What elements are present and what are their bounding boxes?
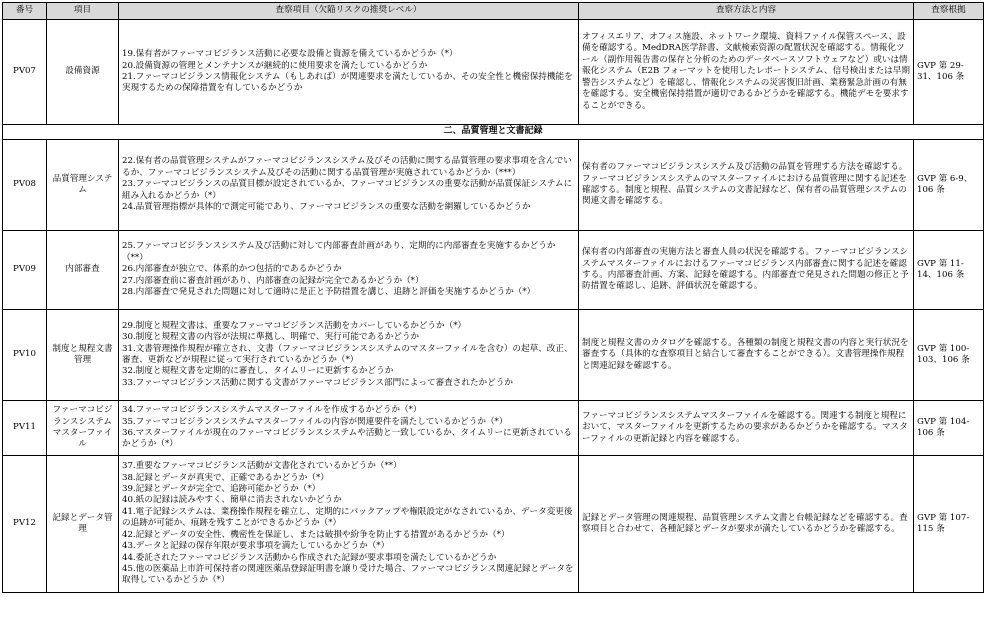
row-checks	[119, 401, 579, 456]
header-check-items: 査察項目（欠陥リスクの推奨レベル）	[119, 3, 579, 20]
inspection-table	[2, 2, 984, 593]
check-item: 26.内部審査が独立で、体系的かつ包括的であるかどうか	[122, 264, 342, 275]
table-row	[3, 20, 984, 125]
row-basis: GVP 第 100-103、106 条	[914, 310, 984, 401]
method-text: 保有者の内部審査の実施方法と審査人員の状況を確認する。ファーマコビジランスシステムマスターファイルにおけるファーマコビジランス内部審査に関する記述を確認する。内部審査計画、方案、記録を確認する。内部審査で発見された問題の修正と予防措置を確認し、追跡、評価状況を確認する。	[582, 247, 909, 292]
check-item: 25.ファーマコビジランスシステム及び活動に対して内部審査計画があり、定期的に内部審査を実施するかどうか（**）	[122, 241, 556, 263]
header-item: 項目	[47, 3, 119, 20]
check-item: 37.重要なファーマコビジランス活動が文書化されているかどうか（**）	[122, 461, 402, 472]
header-row	[3, 3, 984, 20]
check-item: 33.ファーマコビジランス活動に関する文書がファーマコビジランス部門によって審査されたかどうか	[122, 377, 513, 388]
row-basis: GVP 第 29-31、106 条	[914, 20, 984, 125]
header-basis: 査察根拠	[914, 3, 984, 20]
check-item: 40.紙の記録は読みやすく、簡単に消去されないかどうか	[122, 495, 342, 506]
check-item: 20.設備資源の管理とメンテナンスが継続的に使用要求を満たしているかどうか	[122, 60, 428, 71]
row-item: 設備資源	[47, 20, 119, 125]
check-item: 34.ファーマコビジランスシステムマスターファイルを作成するかどうか（*）	[122, 405, 422, 416]
header-method: 査察方法と内容	[579, 3, 914, 20]
check-item: 27.内部審査前に審査計画があり、内部審査の記録が完全であるかどうか（*）	[122, 275, 424, 286]
section-row	[3, 125, 984, 140]
table-row	[3, 310, 984, 401]
row-method	[579, 231, 914, 310]
row-basis: GVP 第 6-9、106 条	[914, 140, 984, 231]
table-row	[3, 231, 984, 310]
row-no: PV09	[3, 231, 47, 310]
row-no: PV10	[3, 310, 47, 401]
row-method	[579, 20, 914, 125]
check-item: 45.他の医薬品上市許可保持者の関連医薬品登録証明書を譲り受けた場合、ファーマコビジランス関連記録とデータを取得しているかどうか（*）	[122, 563, 574, 586]
row-no: PV07	[3, 20, 47, 125]
method-text: オフィスエリア、オフィス施設、ネットワーク環境、資料ファイル保管スペース、設備を確認する。MedDRA医学辞書、文献検索资源の配置状況を確認する。情報化ツール（副作用報告書の保存と分析のためのデータベースソフトウェアなど）或いは情報化システム（E2B フォーマットを使用したレポートシステム、信号検出または早期警告システムなど）を確認し、情報化システムの災害復旧計画、業務緊急計画の有無を確認する。安全機密保持措置が適切であるかどうかを確認する。機能デモを要求することができる。	[582, 32, 910, 111]
check-item: 44.委託されたファーマコビジランス活動から作成された記録が要求事項を満たしているかどうか	[122, 552, 497, 563]
check-item: 29.制度と規程文書は、重要なファーマコビジランス活動をカバーしているかどうか（*）	[122, 320, 467, 331]
method-text: 保有者のファーマコビジランスシステム及び活動の品質を管理する方法を確認する。ファーマコビジランスシステムのマスターファイルにおける品質管理に関する記述を確認する。制度と規程、品質システムの文書記録など、保有者の品質管理システムの関連文書を確認する。	[582, 162, 908, 207]
row-method	[579, 140, 914, 231]
section-title: 二、品質管理と文書記録	[3, 125, 984, 140]
table-row	[3, 456, 984, 593]
row-item: 内部審査	[47, 231, 119, 310]
check-item: 38.記録とデータが真実で、正確であるかどうか（*）	[122, 472, 329, 483]
check-item: 22.保有者の品質管理システムがファーマコビジランスシステム及びその活動に関する品質管理の要求事項を含んでいるか、ファーマコビジランスシステム及びその活動に関する品質管理が実施されているかどうか（***）	[122, 156, 572, 178]
method-text: 記録とデータ管理の関連規程、品質管理システム文書と台帳記録などを確認する。査察項目と合わせて、各種記録とデータが要求が満たしているかどうかを確認する。	[582, 512, 908, 534]
row-method	[579, 456, 914, 593]
row-item: 品質管理システム	[47, 140, 119, 231]
row-basis: GVP 第 107-115 条	[914, 456, 984, 593]
table-row	[3, 140, 984, 231]
row-item: 記録とデータ管理	[47, 456, 119, 593]
check-item: 21.ファーマコビジランス情報化システム（もしあれば）が関連要求を満たしているか、その安全性と機密保持機能を実現するための保障措置を有しているかどうか	[122, 72, 573, 94]
row-checks	[119, 231, 579, 310]
row-checks	[119, 140, 579, 231]
check-item: 36.マスターファイルが現在のファーマコビジランスシステムや活動と一致しているか、タイムリーに更新されているかどうか（*）	[122, 428, 572, 450]
header-no: 番号	[3, 3, 47, 20]
row-basis: GVP 第 11-14、106 条	[914, 231, 984, 310]
check-item: 35.ファーマコビジランスシステムマスターファイルの内容が関連要件を満たしているかどうか（*）	[122, 416, 508, 427]
check-item: 39.記録とデータが完全で、追跡可能かどうか（*）	[122, 484, 321, 495]
row-checks	[119, 20, 579, 125]
check-item: 43.データと記録の保存年限が要求事項を満たしているかどうか（*）	[122, 541, 390, 552]
row-method	[579, 310, 914, 401]
method-text: ファーマコビジランスシステムマスターファイルを確認する。関連する制度と規程において、マスターファイルを更新するための要求があるかどうかを確認する。マスターファイルの更新記録と内容を確認する。	[582, 410, 908, 444]
method-text: 制度と規程文書のカタログを確認する。各種類の制度と規程文書の内容と実行状況を審査する（具体的な査察項目と結合して審査することができる）。文書管理操作規程と関連記録を確認する。	[582, 337, 909, 371]
row-checks	[119, 310, 579, 401]
row-no: PV08	[3, 140, 47, 231]
check-item: 24.品質管理指標が具体的で測定可能であり、ファーマコビジランスの重要な活動を網羅しているかどうか	[122, 202, 531, 213]
check-item: 30.制度と規程文書の内容が法規に準拠し、明確で、実行可能であるかどうか	[122, 332, 420, 343]
check-item: 32.制度と規程文書を定期的に審査し、タイムリーに更新するかどうか	[122, 366, 394, 377]
row-item: ファーマコビジランスシステムマスターファイル	[47, 401, 119, 456]
check-item: 23.ファーマコビジランスの品質目標が設定されているか、ファーマコビジランスの重要な活動が品質保証システムに組み入れるかどうか（*）	[122, 179, 573, 201]
check-item: 42.記録とデータの安全性、機密性を保証し、または破損や紛争を防止する措置があるかどうか（*）	[122, 529, 510, 540]
row-method	[579, 401, 914, 456]
row-checks	[119, 456, 579, 593]
table-row	[3, 401, 984, 456]
check-item: 31.文書管理操作規程が確立され、文書（ファーマコビジランスシステムのマスターファイルを含む）の起草、改正、審査、更新などが規程に従って実行されているかどうか（*）	[122, 343, 573, 365]
check-item: 41.電子記録システムは、業務操作規程を確立し、定期的にバックアップや権限設定がなされているか、データ変更後の追跡が可能か、痕跡を残すことができるかどうか（*）	[122, 506, 573, 529]
check-item: 19.保有者がファーマコビジランス活動に必要な設備と資源を備えているかどうか（*）	[122, 49, 458, 60]
check-item: 28.内部審査で発見された問題に対して適時に是正と予防措置を講じ、追跡と評価を実施するかどうか（*）	[122, 287, 536, 298]
row-no: PV11	[3, 401, 47, 456]
row-basis: GVP 第 104-106 条	[914, 401, 984, 456]
row-item: 制度と規程文書管理	[47, 310, 119, 401]
row-no: PV12	[3, 456, 47, 593]
